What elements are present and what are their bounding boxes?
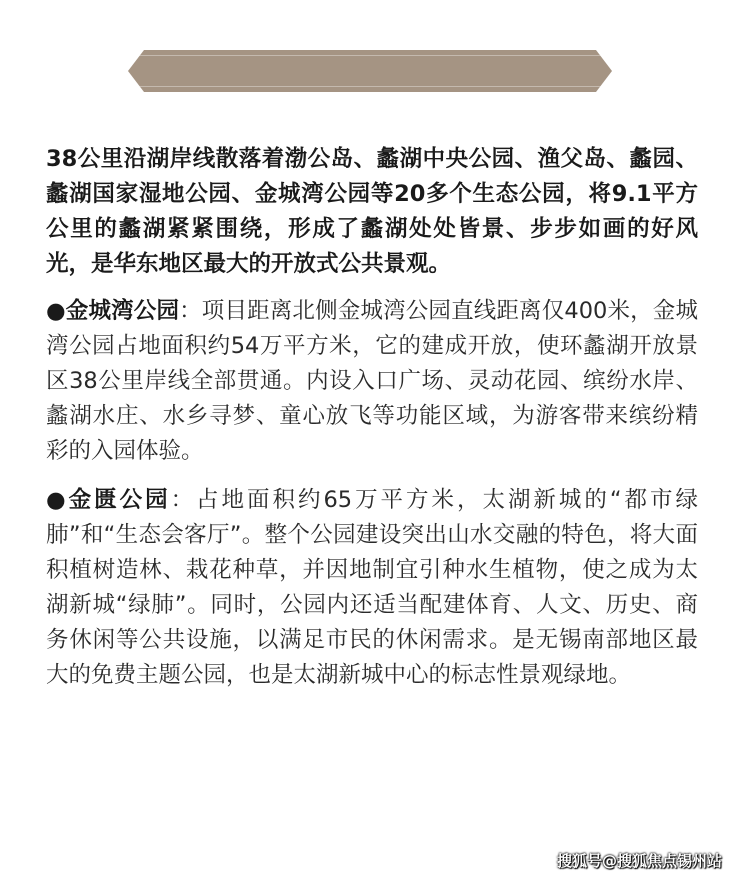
section-heading: 金匮公园 (68, 487, 171, 513)
section-bullet: ● (46, 487, 69, 513)
section-body: 占地面积约65万平方米，太湖新城的“都市绿肺”和“生态会客厅”。整个公园建设突出山水交融的特色，将大面积植树造林、栽花种草，并因地制宜引种水生植物，使之成为太湖新城“绿肺”。同时，公园内还适当配建体育、人文、历史、商务休闲等公共设施，以满足市民的休闲需求。是无锡南部地区最大的免费主题公园，也是太湖新城中心的标志性景观绿地。 (46, 487, 698, 688)
section-bullet: ● (46, 298, 66, 324)
section-separator: ： (170, 487, 197, 513)
article-content (46, 142, 698, 693)
section-separator: ： (179, 298, 202, 324)
section-jinchengwan-park (46, 294, 698, 469)
section-body: 项目距离北侧金城湾公园直线距离仅400米，金城湾公园占地面积约54万平方米，它的建成开放，使环蠡湖开放景区38公里岸线全部贯通。内设入口广场、灵动花园、缤纷水岸、蠡湖水庄、水乡寻梦、童心放飞等功能区域，为游客带来缤纷精彩的入园体验。 (46, 298, 698, 464)
section-heading: 金城湾公园 (65, 298, 180, 324)
banner-title: 千年蠡湖之畔 坐拥城市绿心 (228, 8, 512, 33)
title-banner (128, 50, 612, 92)
watermark: 搜狐号@搜狐焦点锡州站 (556, 852, 722, 870)
section-jinkui-park (46, 483, 698, 693)
lead-paragraph: 38公里沿湖岸线散落着渤公岛、蠡湖中央公园、渔父岛、蠡园、蠡湖国家湿地公园、金城湾公园等20多个生态公园，将9.1平方公里的蠡湖紧紧围绕，形成了蠡湖处处皆景、步步如画的好风光，是华东地区最大的开放式公共景观。 (46, 146, 698, 277)
